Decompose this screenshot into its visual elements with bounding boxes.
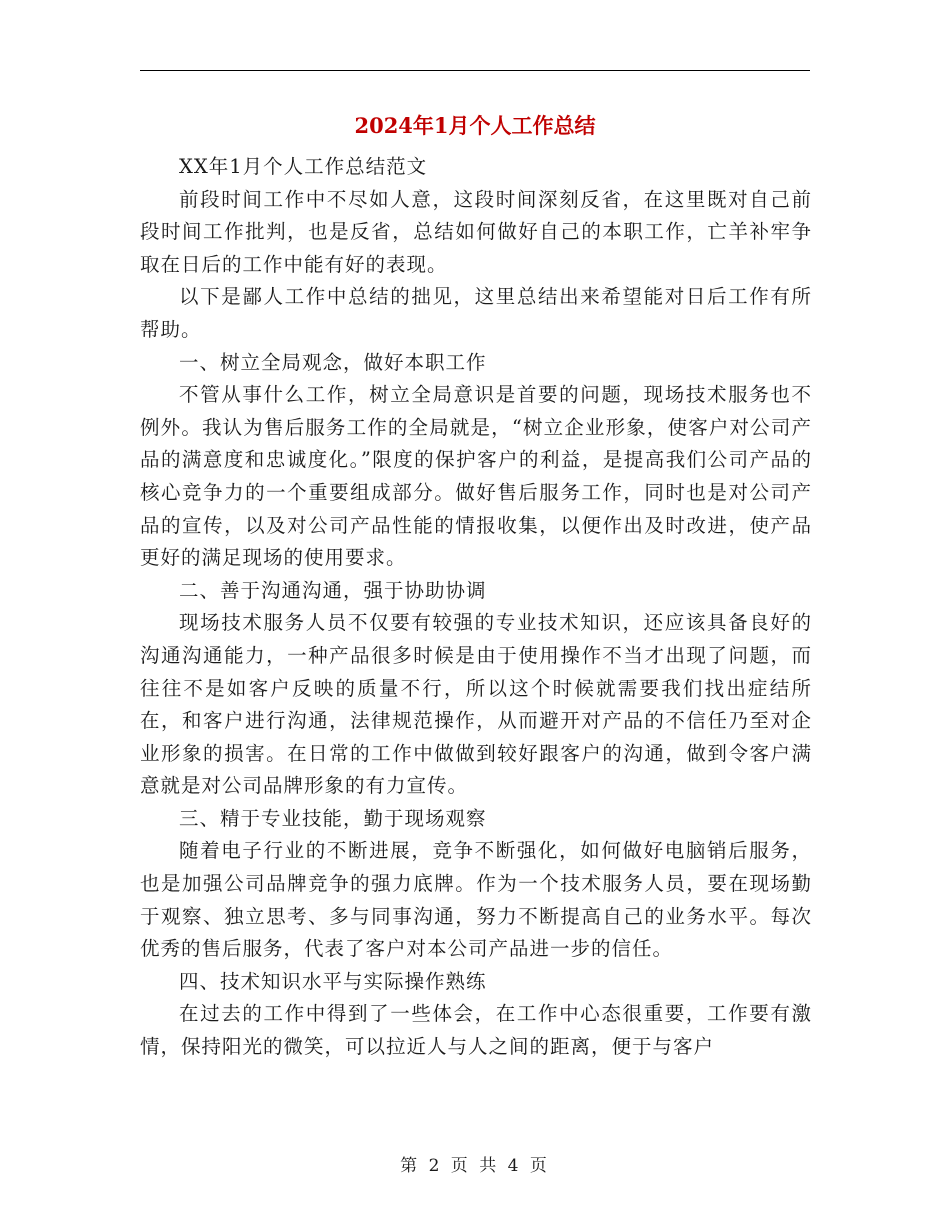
section-heading: 三、精于专业技能，勤于现场观察	[179, 806, 487, 830]
intro-paragraph: 以下是鄙人工作中总结的拙见，这里总结出来希望能对日后工作有所帮助。	[140, 285, 812, 341]
section-heading: 四、技术知识水平与实际操作熟练	[179, 969, 487, 993]
document-body	[140, 151, 812, 1064]
section-paragraph: 不管从事什么工作，树立全局意识是首要的问题，现场技术服务也不例外。我认为售后服务工作的全局就是，“树立企业形象，使客户对公司产品的满意度和忠诚度化。”限度的保护客户的利益，是提高我们公司产品的核心竞争力的一个重要组成部分。做好售后服务工作，同时也是对公司产品的宣传，以及对公司产品性能的情报收集，以便作出及时改进，使产品更好的满足现场的使用要求。	[140, 383, 812, 570]
document-subtitle: XX年1月个人工作总结范文	[179, 155, 428, 178]
document-title: 2024年1月个人工作总结	[354, 113, 596, 138]
header-rule	[140, 70, 810, 71]
page-number-footer: 第 2 页 共 4 页	[400, 1156, 550, 1176]
section-heading: 一、树立全局观念，做好本职工作	[179, 350, 487, 374]
section-heading: 二、善于沟通沟通，强于协助协调	[179, 578, 487, 602]
section-paragraph: 随着电子行业的不断进展，竞争不断强化，如何做好电脑销后服务，也是加强公司品牌竞争的强力底牌。作为一个技术服务人员，要在现场勤于观察、独立思考、多与同事沟通，努力不断提高自己的业务水平。每次优秀的售后服务，代表了客户对本公司产品进一步的信任。	[140, 839, 812, 961]
section-paragraph: 在过去的工作中得到了一些体会，在工作中心态很重要，工作要有激情，保持阳光的微笑，可以拉近人与人之间的距离，便于与客户	[140, 1002, 812, 1059]
section-paragraph: 现场技术服务人员不仅要有较强的专业技术知识，还应该具备良好的沟通沟通能力，一种产品很多时候是由于使用操作不当才出现了问题，而往往不是如客户反映的质量不行，所以这个时候就需要我们找出症结所在，和客户进行沟通，法律规范操作，从而避开对产品的不信任乃至对企业形象的损害。在日常的工作中做做到较好跟客户的沟通，做到令客户满意就是对公司品牌形象的有力宣传。	[140, 611, 812, 798]
intro-paragraph: 前段时间工作中不尽如人意，这段时间深刻反省，在这里既对自己前段时间工作批判，也是反省，总结如何做好自己的本职工作，亡羊补牢争取在日后的工作中能有好的表现。	[140, 187, 812, 276]
